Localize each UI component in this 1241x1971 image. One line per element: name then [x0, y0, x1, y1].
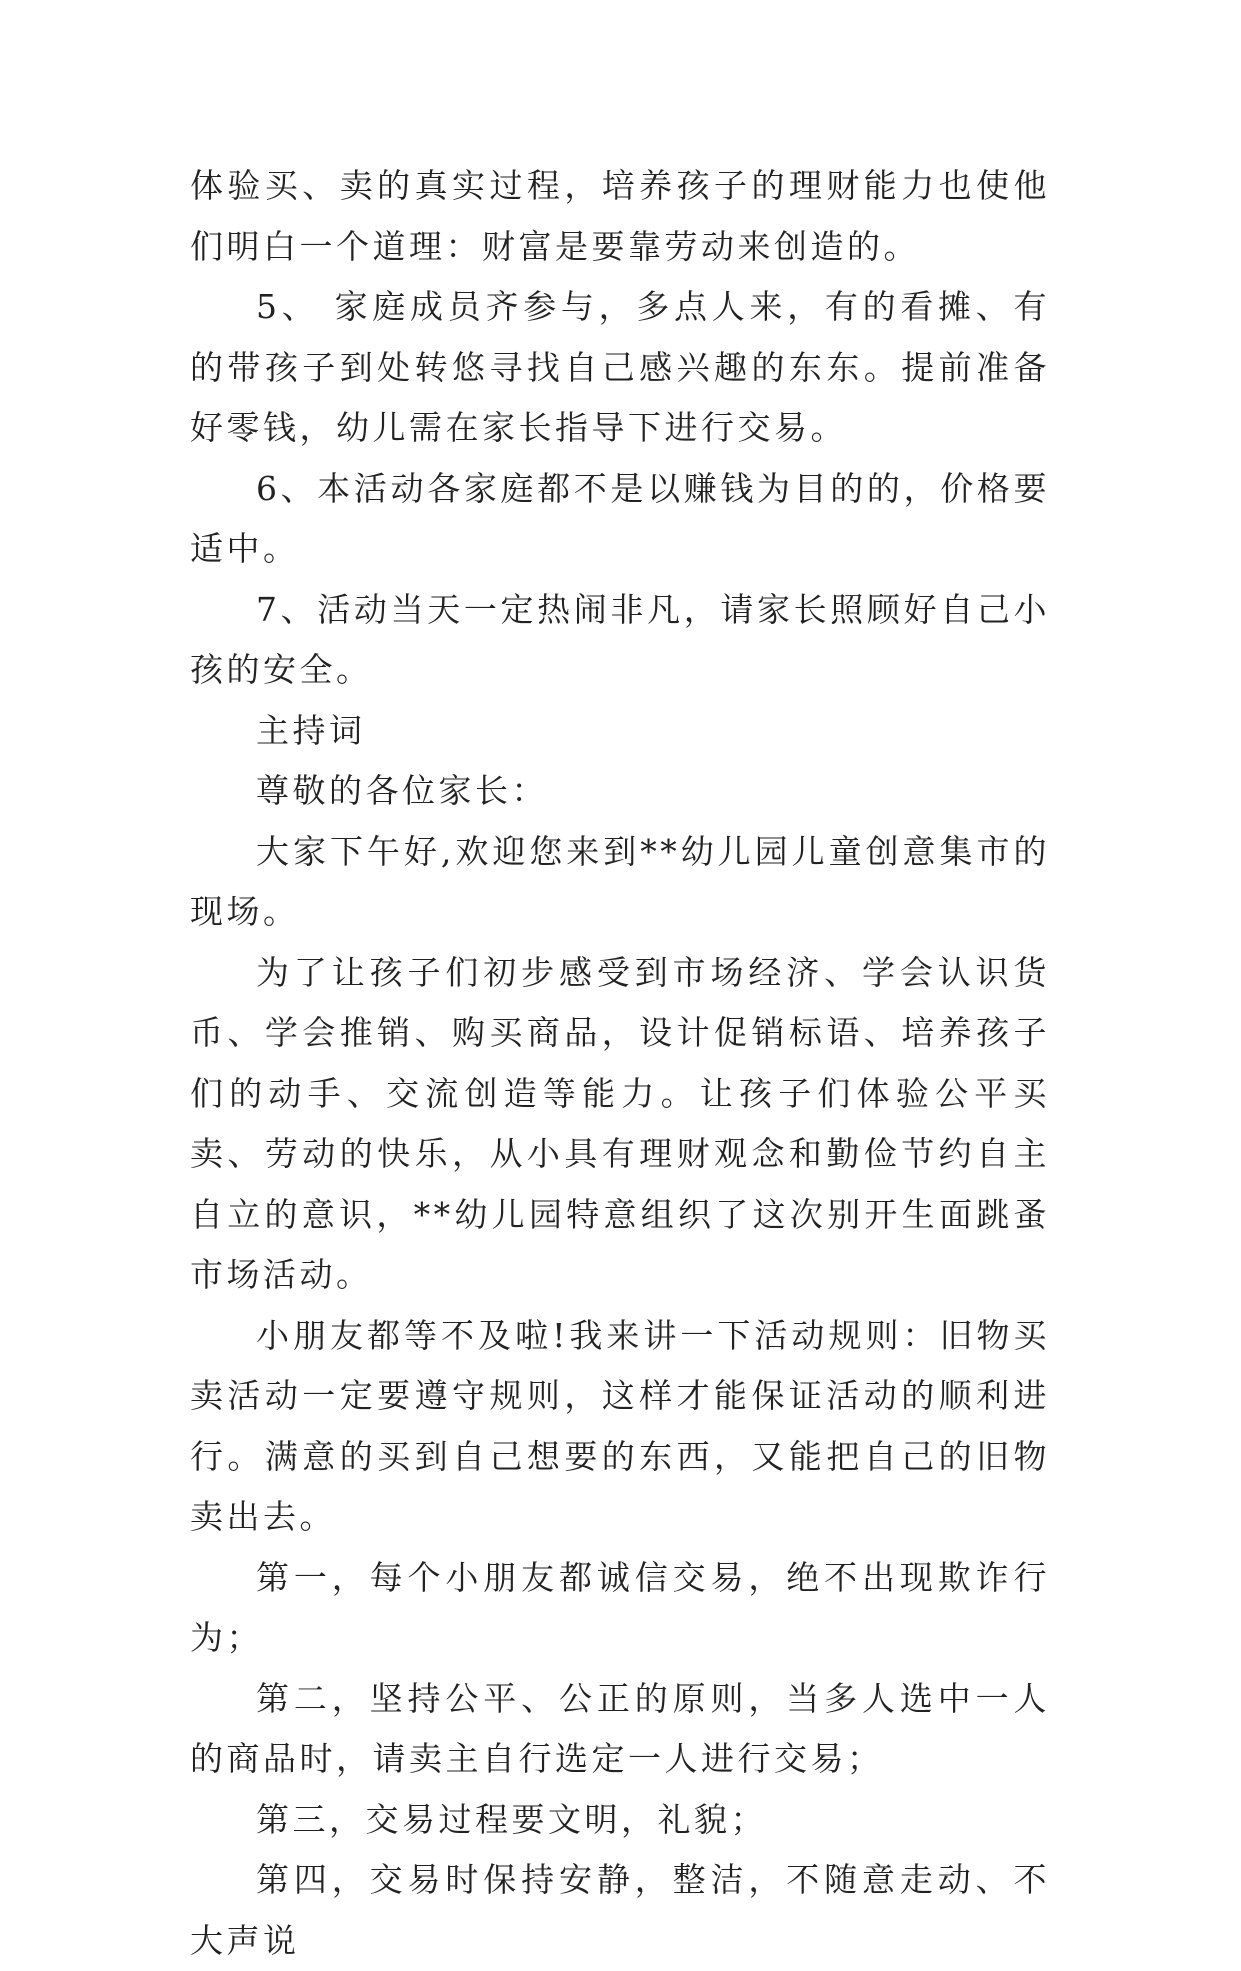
paragraph-salutation: 尊敬的各位家长： [256, 771, 548, 810]
section-heading-host-speech: 主持词 [256, 710, 366, 750]
paragraph-rule-6: 6、本活动各家庭都不是以赚钱为目的的，价格要适中。 [190, 468, 1050, 568]
paragraph-rule-third: 第三，交易过程要文明，礼貌； [256, 1799, 767, 1839]
paragraph-rule-fourth: 第四，交易时保持安静，整洁，不随意走动、不大声说 [190, 1860, 1050, 1960]
paragraph-rules-intro: 小朋友都等不及啦!我来讲一下活动规则：旧物买卖活动一定要遵守规则，这样才能保证活动的顺利进行。满意的买到自己想要的东西，又能把自己的旧物卖出去。 [190, 1315, 1050, 1536]
paragraph-rule-first: 第一，每个小朋友都诚信交易，绝不出现欺诈行为； [190, 1557, 1050, 1657]
paragraph-rule-7: 7、活动当天一定热闹非凡，请家长照顾好自己小孩的安全。 [190, 589, 1050, 689]
paragraph-rule-second: 第二，坚持公平、公正的原则，当多人选中一人的商品时，请卖主自行选定一人进行交易； [190, 1678, 1050, 1778]
paragraph-purpose: 为了让孩子们初步感受到市场经济、学会认识货币、学会推销、购买商品，设计促销标语、培养孩子们的动手、交流创造等能力。让孩子们体验公平买卖、劳动的快乐，从小具有理财观念和勤俭节约自主自立的意识，**幼儿园特意组织了这次别开生面跳蚤市场活动。 [190, 952, 1050, 1294]
paragraph-rule-5: 5、 家庭成员齐参与，多点人来，有的看摊、有的带孩子到处转悠寻找自己感兴趣的东东。提前准备好零钱，幼儿需在家长指导下进行交易。 [190, 287, 1050, 447]
paragraph-intro-continuation: 体验买、卖的真实过程，培养孩子的理财能力也使他们明白一个道理：财富是要靠劳动来创造的。 [190, 166, 1050, 266]
document-body [190, 156, 1050, 1971]
paragraph-greeting: 大家下午好,欢迎您来到**幼儿园儿童创意集市的现场。 [190, 831, 1050, 931]
